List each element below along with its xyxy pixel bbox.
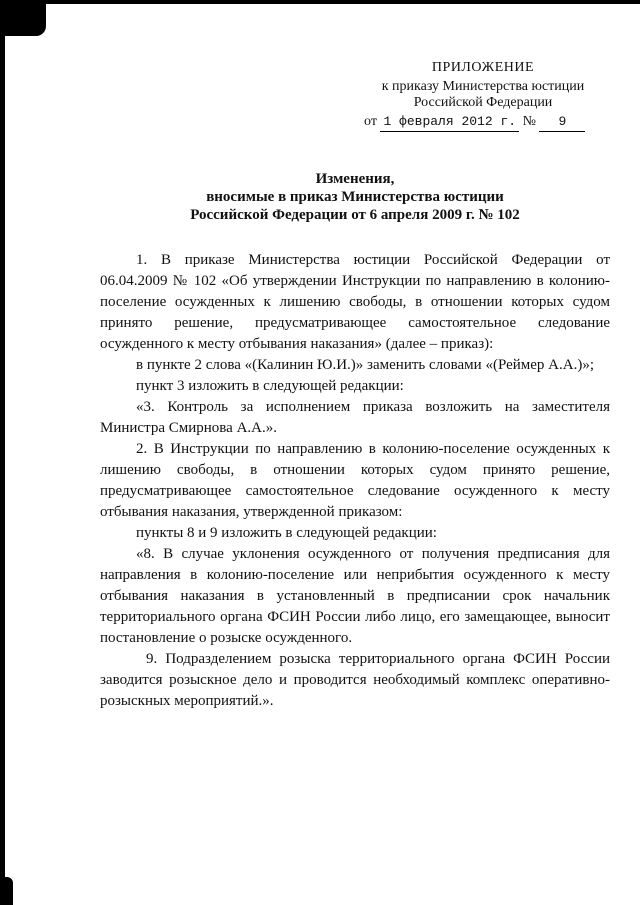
scan-corner-top-left [0,0,46,36]
document-heading [100,170,610,224]
appendix-header-line-1: к приказу Министерства юстиции [381,78,585,94]
heading-line-1: Изменения, [315,171,395,187]
date-prefix-label: от [364,113,377,129]
paragraph-4: «3. Контроль за исполнением приказа возложить на заместителя Министра Смирнова А.А.». [100,399,610,436]
scan-corner-bottom-left [0,877,13,905]
heading-line-2: вносимые в приказ Министерства юстиции [206,189,504,205]
number-sign-label: № [522,113,536,129]
paragraph-8: 9. Подразделением розыска территориального органа ФСИН России заводится розыскное дело и проводится необходимый комплекс оперативно-розыскных мероприятий.». [100,651,610,709]
document-body [100,170,610,712]
appendix-header [364,60,602,132]
appendix-title: ПРИЛОЖЕНИЕ [431,60,535,75]
paragraph-2: в пункте 2 слова «(Калинин Ю.И.)» заменить словами «(Реймер А.А.)»; [136,357,594,373]
paragraph-5: 2. В Инструкции по направлению в колонию-поселение осужденных к лишению свободы, в отношении которых судом принято решение, предусматривающее самостоятельное следование осужденного к месту отбывания наказания, утвержденной приказом: [100,441,610,520]
scan-edge-top [0,0,640,4]
scan-edge-left [0,0,5,905]
paragraph-1: 1. В приказе Министерства юстиции Российской Федерации от 06.04.2009 № 102 «Об утверждении Инструкции по направлению в колонию-поселение осужденных к лишению свободы, в отношении которых судом принято решение, предусматривающее самостоятельное следование осужденного к месту отбывания наказания» (далее – приказ): [100,252,610,352]
paragraph-7: «8. В случае уклонения осужденного от получения предписания для направления в колонию-поселение или неприбытия осужденного к месту отбывания наказания в установленный в предписании срок начальник территориального органа ФСИН России либо лицо, его замещающее, выносит постановление о розыске осужденного. [100,546,610,646]
paragraph-3: пункт 3 изложить в следующей редакции: [136,378,404,394]
number-fill-value: 9 [539,114,585,133]
paragraph-6: пункты 8 и 9 изложить в следующей редакции: [136,525,437,541]
appendix-date-line [364,114,602,133]
appendix-header-line-2: Российской Федерации [413,95,553,110]
date-fill-value: 1 февраля 2012 г. [380,114,519,133]
heading-line-3: Российской Федерации от 6 апреля 2009 г. № 102 [190,207,520,223]
